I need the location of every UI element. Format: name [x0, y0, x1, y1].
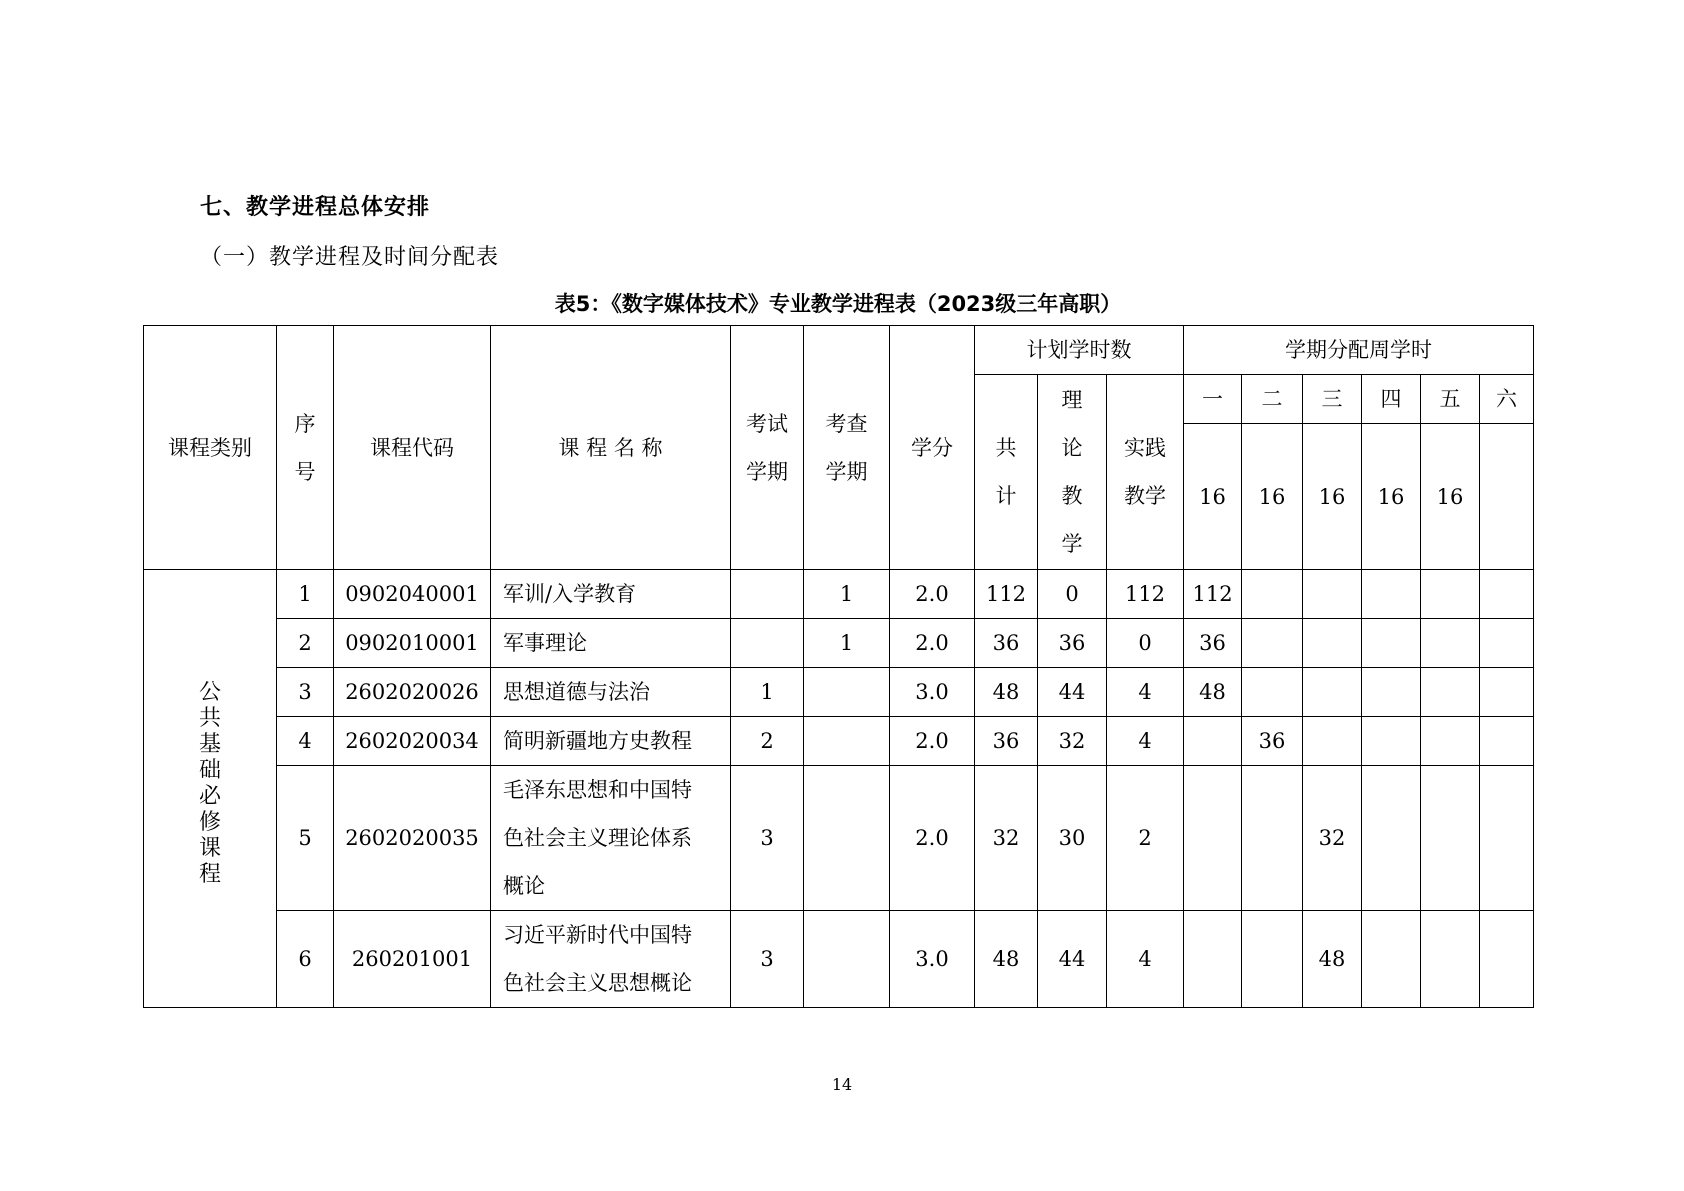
- header-name: 课 程 名 称: [491, 326, 731, 570]
- cell-t3: 32: [1303, 766, 1362, 911]
- cell-t2: [1242, 668, 1303, 717]
- header-text-stack: 实践 教学: [1124, 436, 1166, 508]
- cell-t3: [1303, 668, 1362, 717]
- cell-exam: 3: [731, 766, 804, 911]
- cell-t6: [1480, 766, 1534, 911]
- cell-exam: 3: [731, 911, 804, 1008]
- term-weeks-5: 16: [1421, 424, 1480, 570]
- cell-total: 36: [975, 619, 1038, 668]
- cell-seq: 3: [277, 668, 334, 717]
- teaching-plan-table: [143, 325, 1534, 1008]
- cell-t1: [1184, 717, 1242, 766]
- header-plan-hours: 计划学时数: [975, 326, 1184, 375]
- section-title: 七、教学进程总体安排: [200, 195, 431, 220]
- category-label: 公 共 基 础 必 修 课 程: [198, 679, 221, 887]
- header-term-1: 一: [1184, 375, 1242, 424]
- header-check: [804, 326, 890, 570]
- cell-total: 48: [975, 668, 1038, 717]
- term-weeks-4: 16: [1362, 424, 1421, 570]
- cell-t4: [1362, 619, 1421, 668]
- cell-t5: [1421, 570, 1480, 619]
- cell-theory: 36: [1038, 619, 1107, 668]
- cell-t1: [1184, 911, 1242, 1008]
- header-term-6: 六: [1480, 375, 1534, 424]
- cell-code: 2602020034: [334, 717, 491, 766]
- cell-t3: [1303, 619, 1362, 668]
- cell-t4: [1362, 766, 1421, 911]
- cell-practice: 2: [1107, 766, 1184, 911]
- cell-seq: 4: [277, 717, 334, 766]
- subsection-title: （一）教学进程及时间分配表: [200, 245, 500, 270]
- header-exam: [731, 326, 804, 570]
- cell-total: 112: [975, 570, 1038, 619]
- cell-credit: 3.0: [890, 668, 975, 717]
- cell-t5: [1421, 717, 1480, 766]
- header-term-3: 三: [1303, 375, 1362, 424]
- cell-practice: 4: [1107, 717, 1184, 766]
- cell-t3: 48: [1303, 911, 1362, 1008]
- cell-t6: [1480, 717, 1534, 766]
- cell-practice: 112: [1107, 570, 1184, 619]
- cell-seq: 2: [277, 619, 334, 668]
- header-term-weekly: 学期分配周学时: [1184, 326, 1534, 375]
- cell-check: [804, 717, 890, 766]
- header-credit: 学分: [890, 326, 975, 570]
- cell-credit: 2.0: [890, 619, 975, 668]
- header-practice: [1107, 375, 1184, 570]
- header-term-4: 四: [1362, 375, 1421, 424]
- cell-check: [804, 911, 890, 1008]
- term-weeks-1: 16: [1184, 424, 1242, 570]
- cell-t4: [1362, 668, 1421, 717]
- cell-theory: 44: [1038, 668, 1107, 717]
- cell-t5: [1421, 619, 1480, 668]
- cell-check: [804, 766, 890, 911]
- page-number: 14: [831, 1075, 853, 1094]
- cell-seq: 5: [277, 766, 334, 911]
- header-text-stack: 理 论 教 学: [1061, 388, 1083, 556]
- cell-name: 思想道德与法治: [491, 668, 731, 717]
- header-category: 课程类别: [144, 326, 277, 570]
- cell-t4: [1362, 570, 1421, 619]
- cell-total: 48: [975, 911, 1038, 1008]
- header-text-stack: 序 号: [294, 411, 316, 484]
- cell-t5: [1421, 766, 1480, 911]
- cell-t4: [1362, 717, 1421, 766]
- table-row: [144, 911, 1534, 1008]
- table-row: [144, 668, 1534, 717]
- cell-code: 0902010001: [334, 619, 491, 668]
- header-term-2: 二: [1242, 375, 1303, 424]
- cell-t6: [1480, 911, 1534, 1008]
- cell-t3: [1303, 717, 1362, 766]
- term-weeks-2: 16: [1242, 424, 1303, 570]
- cell-credit: 2.0: [890, 570, 975, 619]
- cell-theory: 44: [1038, 911, 1107, 1008]
- cell-t2: [1242, 766, 1303, 911]
- cell-t2: [1242, 619, 1303, 668]
- cell-name: 习近平新时代中国特 色社会主义思想概论: [491, 911, 731, 1008]
- term-weeks-6: [1480, 424, 1534, 570]
- cell-seq: 1: [277, 570, 334, 619]
- cell-t1: 48: [1184, 668, 1242, 717]
- header-text-stack: 考试 学期: [746, 411, 788, 484]
- header-theory: [1038, 375, 1107, 570]
- cell-theory: 0: [1038, 570, 1107, 619]
- cell-name: 军训/入学教育: [491, 570, 731, 619]
- cell-total: 32: [975, 766, 1038, 911]
- cell-check: 1: [804, 570, 890, 619]
- term-weeks-3: 16: [1303, 424, 1362, 570]
- cell-exam: 2: [731, 717, 804, 766]
- table-row: [144, 619, 1534, 668]
- cell-t4: [1362, 911, 1421, 1008]
- cell-name: 军事理论: [491, 619, 731, 668]
- cell-name: 毛泽东思想和中国特 色社会主义理论体系 概论: [491, 766, 731, 911]
- cell-t6: [1480, 570, 1534, 619]
- cell-t2: [1242, 570, 1303, 619]
- header-code: 课程代码: [334, 326, 491, 570]
- table-row: [144, 570, 1534, 619]
- table-row: [144, 717, 1534, 766]
- cell-check: 1: [804, 619, 890, 668]
- cell-name: 简明新疆地方史教程: [491, 717, 731, 766]
- cell-theory: 32: [1038, 717, 1107, 766]
- cell-exam: 1: [731, 668, 804, 717]
- cell-total: 36: [975, 717, 1038, 766]
- cell-exam: [731, 570, 804, 619]
- cell-t2: [1242, 911, 1303, 1008]
- cell-t5: [1421, 668, 1480, 717]
- cell-code: 2602020035: [334, 766, 491, 911]
- cell-code: 2602020026: [334, 668, 491, 717]
- cell-t1: 36: [1184, 619, 1242, 668]
- cell-exam: [731, 619, 804, 668]
- cell-t2: 36: [1242, 717, 1303, 766]
- cell-credit: 2.0: [890, 766, 975, 911]
- cell-credit: 3.0: [890, 911, 975, 1008]
- header-text-stack: 共 计: [995, 436, 1017, 508]
- header-term-5: 五: [1421, 375, 1480, 424]
- cell-t6: [1480, 668, 1534, 717]
- cell-code: 0902040001: [334, 570, 491, 619]
- category-cell: [144, 570, 277, 1008]
- cell-practice: 4: [1107, 911, 1184, 1008]
- cell-t5: [1421, 911, 1480, 1008]
- cell-credit: 2.0: [890, 717, 975, 766]
- header-text-stack: 考查 学期: [825, 411, 868, 484]
- cell-code: 260201001: [334, 911, 491, 1008]
- cell-t1: 112: [1184, 570, 1242, 619]
- cell-check: [804, 668, 890, 717]
- cell-theory: 30: [1038, 766, 1107, 911]
- cell-seq: 6: [277, 911, 334, 1008]
- table-row: [144, 766, 1534, 911]
- header-total: [975, 375, 1038, 570]
- cell-t6: [1480, 619, 1534, 668]
- header-seq: [277, 326, 334, 570]
- cell-t3: [1303, 570, 1362, 619]
- cell-practice: 4: [1107, 668, 1184, 717]
- cell-t1: [1184, 766, 1242, 911]
- cell-practice: 0: [1107, 619, 1184, 668]
- table-caption: 表5：《数字媒体技术》专业教学进程表（2023级三年高职）: [554, 292, 1122, 316]
